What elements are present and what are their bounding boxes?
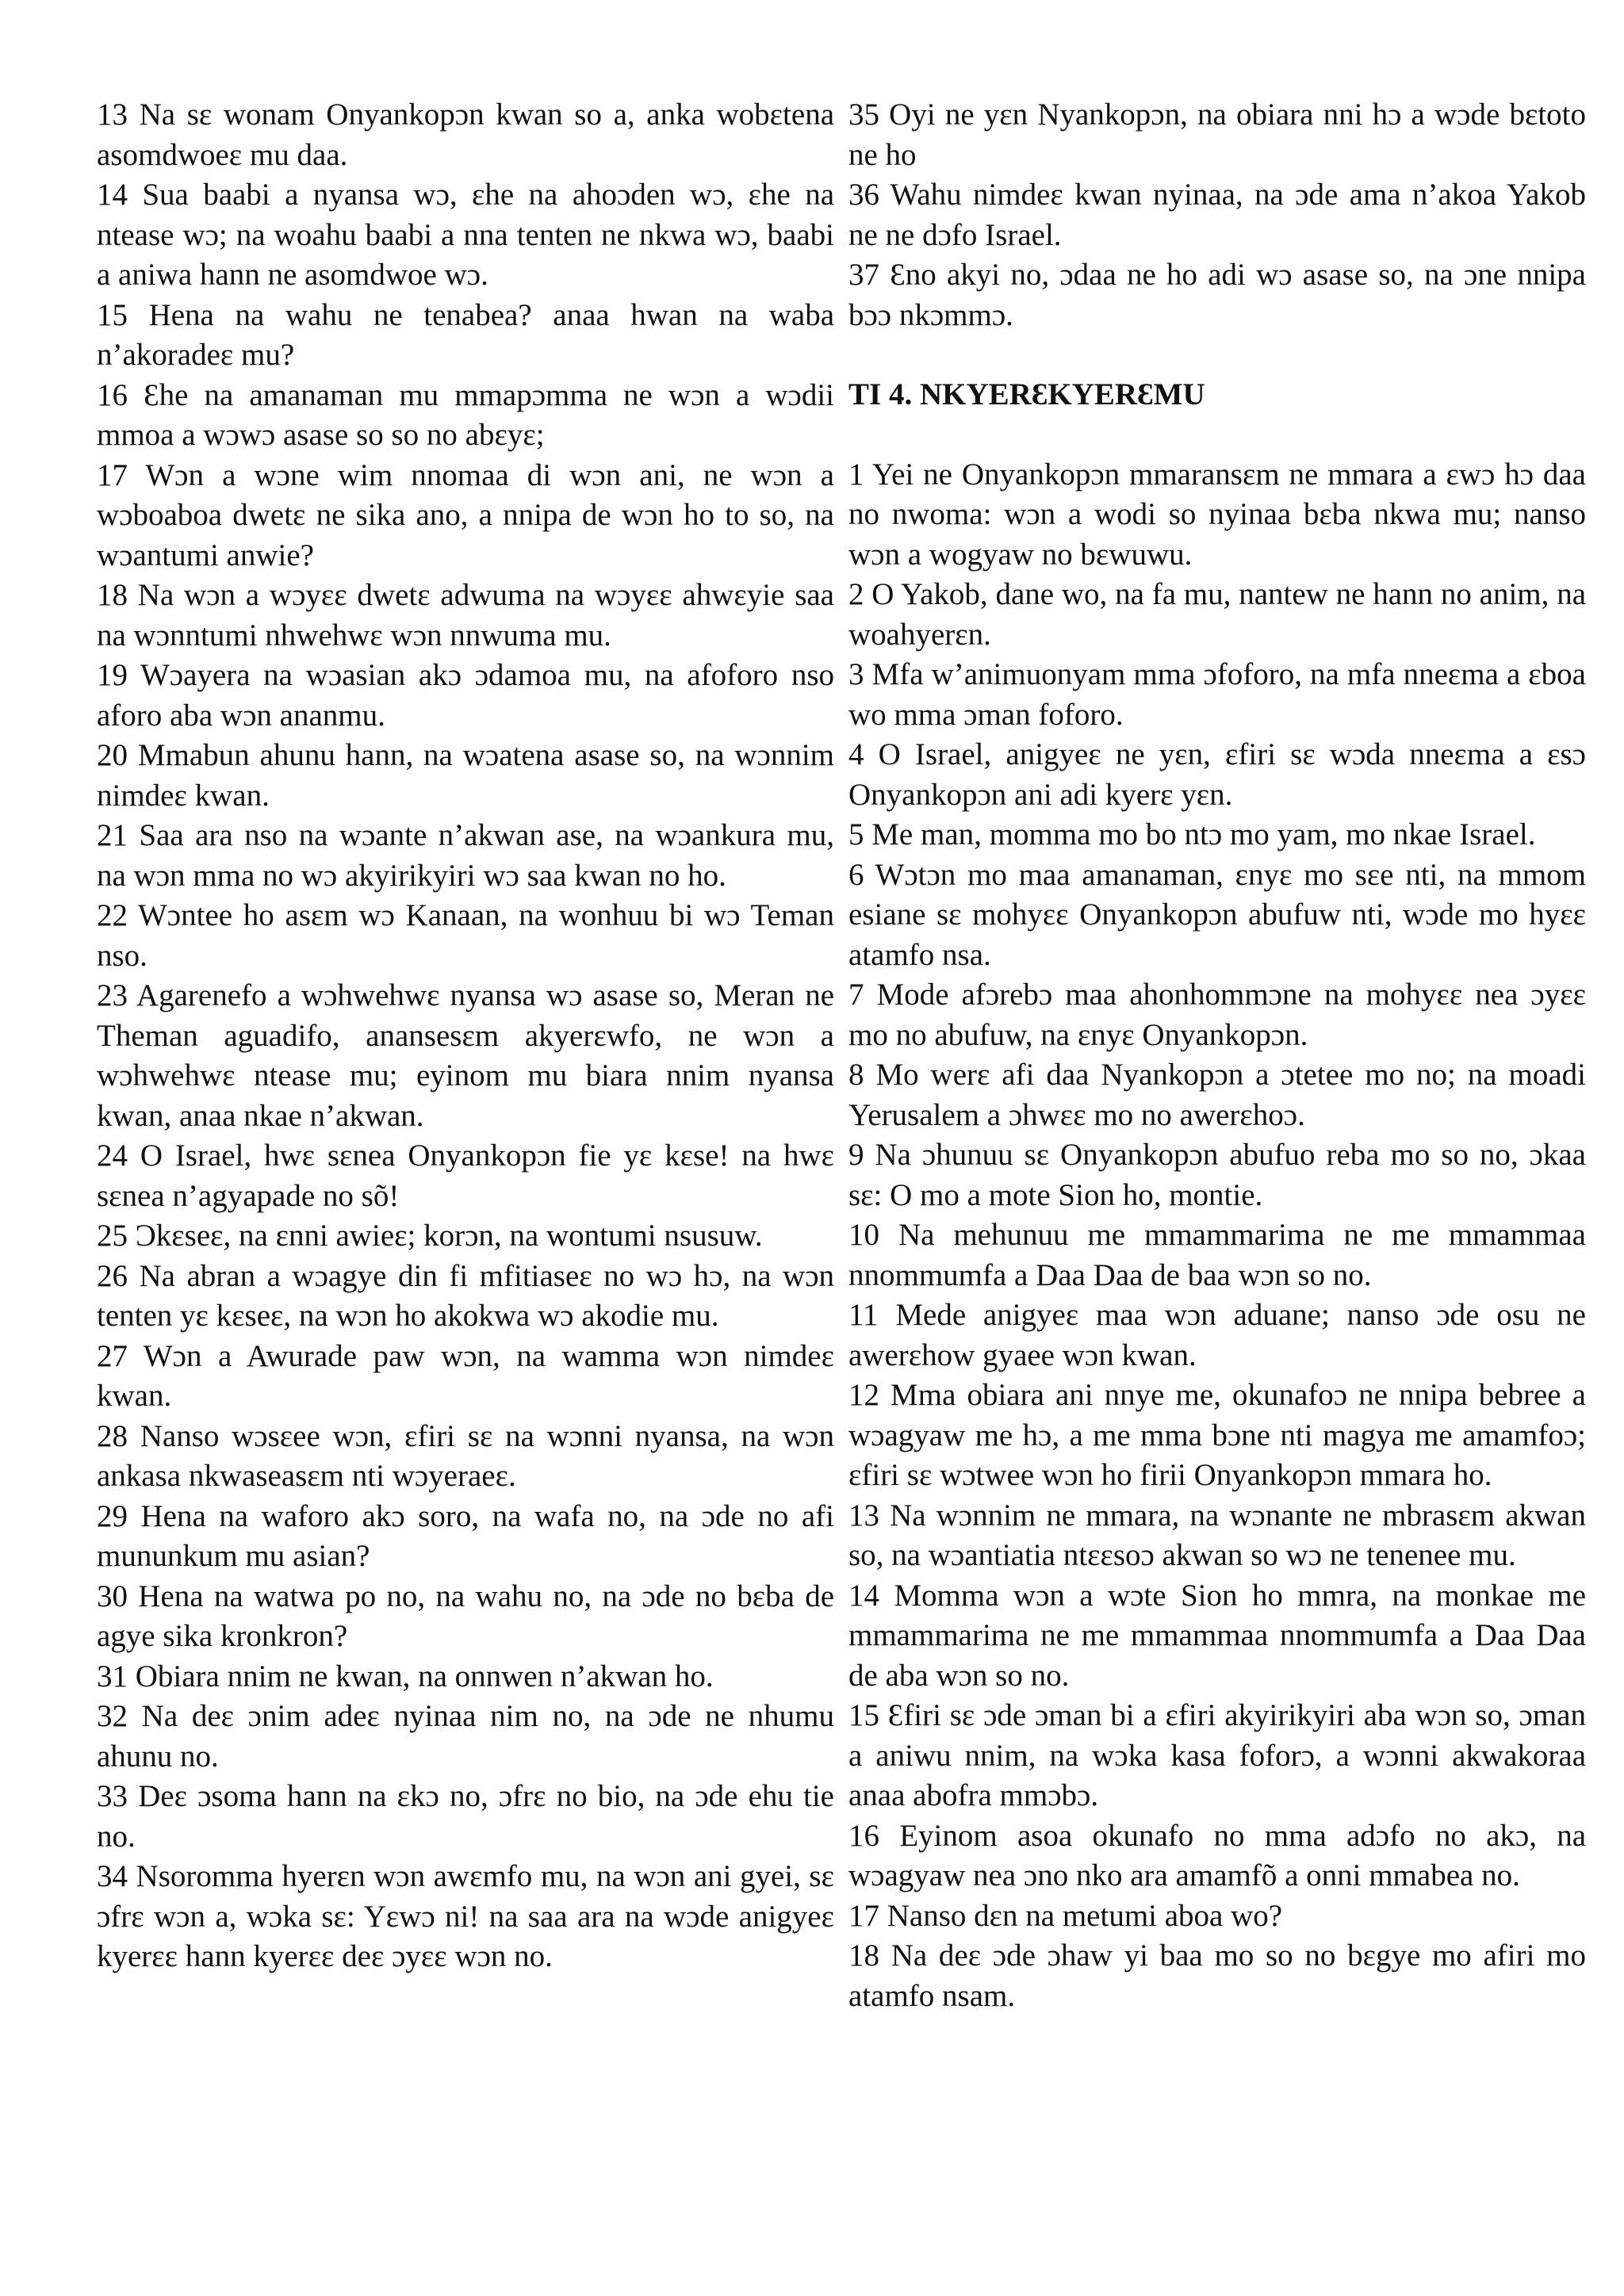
verse: 18 Na deɛ ɔde ɔhaw yi baa mo so no bɛgye mo afiri mo atamfo nsam.	[848, 1938, 1586, 2013]
verse: 18 Na wɔn a wɔyɛɛ dwetɛ adwuma na wɔyɛɛ ahwɛyie saa na wɔnntumi nhwehwɛ wɔn nnwuma mu.	[97, 578, 834, 652]
verse: 27 Wɔn a Awurade paw wɔn, na wamma wɔn nimdeɛ kwan.	[97, 1338, 834, 1413]
verse: 15 Ɛfiri sɛ ɔde ɔman bi a ɛfiri akyirikyiri aba wɔn so, ɔman a aniwu nnim, na wɔka kasa foforɔ, a wɔnni akwakoraa anaa abofra mmɔbɔ.	[848, 1698, 1586, 1812]
verse: 35 Oyi ne yɛn Nyankopɔn, na obiara nni hɔ a wɔde bɛtoto ne ho	[848, 98, 1586, 172]
verse: 10 Na mehunuu me mmammarima ne me mmammaa nnommumfa a Daa Daa de baa wɔn so no.	[848, 1218, 1586, 1292]
verse: 6 Wɔtɔn mo maa amanaman, ɛnyɛ mo sɛe nti, na mmom esiane sɛ mohyɛɛ Onyankopɔn abufuw nti, wɔde mo hyɛɛ atamfo nsa.	[848, 857, 1586, 972]
left-column	[97, 95, 834, 1977]
verse: 16 Eyinom asoa okunafo no mma adɔfo no akɔ, na wɔagyaw nea ɔno nko ara amamfõ a onni mmabea no.	[848, 1818, 1586, 1892]
verse: 28 Nanso wɔsɛee wɔn, ɛfiri sɛ na wɔnni nyansa, na wɔn ankasa nkwaseasɛm nti wɔyeraeɛ.	[97, 1418, 834, 1493]
verse: 15 Hena na wahu ne tenabea? anaa hwan na waba n’akoradeɛ mu?	[97, 297, 834, 372]
verse: 2 O Yakob, dane wo, na fa mu, nantew ne hann no anim, na woahyerɛn.	[848, 577, 1586, 652]
verse: 12 Mma obiara ani nnye me, okunafoɔ ne nnipa bebree a wɔagyaw me hɔ, a me mma bɔne nti magya me amamfoɔ; ɛfiri sɛ wɔtwee wɔn ho firii Onyankopɔn mmara ho.	[848, 1378, 1586, 1492]
verse: 8 Mo werɛ afi daa Nyankopɔn a ɔtetee mo no; na moadi Yerusalem a ɔhwɛɛ mo no awerɛhoɔ.	[848, 1058, 1586, 1132]
verse: 36 Wahu nimdeɛ kwan nyinaa, na ɔde ama n’akoa Yakob ne ne dɔfo Israel.	[848, 178, 1586, 252]
verse: 32 Na deɛ ɔnim adeɛ nyinaa nim no, na ɔde ne nhumu ahunu no.	[97, 1699, 834, 1774]
verse: 29 Hena na waforo akɔ soro, na wafa no, na ɔde no afi mununkum mu asian?	[97, 1498, 834, 1573]
verse: 5 Me man, momma mo bo ntɔ mo yam, mo nkae Israel.	[848, 817, 1536, 851]
verse: 20 Mmabun ahunu hann, na wɔatena asase so, na wɔnnim nimdeɛ kwan.	[97, 738, 834, 813]
verse: 17 Wɔn a wɔne wim nnomaa di wɔn ani, ne wɔn a wɔboaboa dwetɛ ne sika ano, a nnipa de wɔn ho to so, na wɔantumi anwie?	[97, 457, 834, 572]
verse: 7 Mode afɔrebɔ maa ahonhommɔne na mohyɛɛ nea ɔyɛɛ mo no abufuw, na ɛnyɛ Onyankopɔn.	[848, 978, 1586, 1052]
verse: 30 Hena na watwa po no, na wahu no, na ɔde no bɛba de agye sika kronkron?	[97, 1578, 834, 1653]
verse: 13 Na wɔnnim ne mmara, na wɔnante ne mbrasɛm akwan so, na wɔantiatia ntɛɛsoɔ akwan so wɔ ne tenenee mu.	[848, 1498, 1586, 1572]
verse: 31 Obiara nnim ne kwan, na onnwen n’akwan ho.	[97, 1659, 714, 1693]
verse: 9 Na ɔhunuu sɛ Onyankopɔn abufuo reba mo so no, ɔkaa sɛ: O mo a mote Sion ho, montie.	[848, 1138, 1586, 1212]
verse: 26 Na abran a wɔagye din fi mfitiaseɛ no wɔ hɔ, na wɔn tenten yɛ kɛseɛ, na wɔn ho akokwa wɔ akodie mu.	[97, 1258, 834, 1333]
verse: 13 Na sɛ wonam Onyankopɔn kwan so a, anka wobɛtena asomdwoeɛ mu daa.	[97, 98, 834, 172]
verse: 23 Agarenefo a wɔhwehwɛ nyansa wɔ asase so, Meran ne Theman aguadifo, anansesɛm akyerɛwfo, ne wɔn a wɔhwehwɛ ntease mu; eyinom mu biara nnim nyansa kwan, anaa nkae n’akwan.	[97, 978, 834, 1133]
verse: 11 Mede anigyeɛ maa wɔn aduane; nanso ɔde osu ne awerɛhow gyaee wɔn kwan.	[848, 1298, 1586, 1372]
verse: 19 Wɔayera na wɔasian akɔ ɔdamoa mu, na afoforo nso aforo aba wɔn ananmu.	[97, 658, 834, 733]
verse: 3 Mfa w’animuonyam mma ɔfoforo, na mfa nneɛma a ɛboa wo mma ɔman foforo.	[848, 657, 1586, 732]
verse: 4 O Israel, anigyeɛ ne yɛn, ɛfiri sɛ wɔda nneɛma a ɛsɔ Onyankopɔn ani adi kyerɛ yɛn.	[848, 737, 1586, 812]
verse: 16 Ɛhe na amanaman mu mmapɔmma ne wɔn a wɔdii mmoa a wɔwɔ asase so so no abɛyɛ;	[97, 377, 834, 452]
verse: 1 Yei ne Onyankopɔn mmaransɛm ne mmara a ɛwɔ hɔ daa no nwoma: wɔn a wodi so nyinaa bɛba nkwa mu; nanso wɔn a wogyaw no bɛwuwu.	[848, 457, 1586, 572]
verse: 34 Nsoromma hyerɛn wɔn awɛmfo mu, na wɔn ani gyei, sɛ ɔfrɛ wɔn a, wɔka sɛ: Yɛwɔ ni! na saa ara na wɔde anigyeɛ kyerɛɛ hann kyerɛɛ deɛ ɔyɛɛ wɔn no.	[97, 1859, 834, 1973]
verse: 24 O Israel, hwɛ sɛnea Onyankopɔn fie yɛ kɛse! na hwɛ sɛnea n’agyapade no sõ!	[97, 1138, 834, 1213]
verse: 14 Sua baabi a nyansa wɔ, ɛhe na ahoɔden wɔ, ɛhe na ntease wɔ; na woahu baabi a nna tenten ne nkwa wɔ, baabi a aniwa hann ne asomdwoe wɔ.	[97, 178, 834, 292]
chapter-heading: TI 4. NKYERƐKYERƐMU	[848, 377, 1205, 411]
verse: 22 Wɔntee ho asɛm wɔ Kanaan, na wonhuu bi wɔ Teman nso.	[97, 898, 834, 973]
verse: 37 Ɛno akyi no, ɔdaa ne ho adi wɔ asase so, na ɔne nnipa bɔɔ nkɔmmɔ.	[848, 258, 1586, 332]
verse: 33 Deɛ ɔsoma hann na ɛkɔ no, ɔfrɛ no bio, na ɔde ehu tie no.	[97, 1779, 834, 1854]
verse: 21 Saa ara nso na wɔante n’akwan ase, na wɔankura mu, na wɔn mma no wɔ akyirikyiri wɔ saa kwan no ho.	[97, 818, 834, 893]
right-column	[848, 95, 1586, 2016]
verse: 25 Ɔkɛseɛ, na ɛnni awieɛ; korɔn, na wontumi nsusuw.	[97, 1219, 763, 1253]
verse: 14 Momma wɔn a wɔte Sion ho mmra, na monkae me mmammarima ne me mmammaa nnommumfa a Daa Daa de aba wɔn so no.	[848, 1578, 1586, 1693]
verse: 17 Nanso dɛn na metumi aboa wo?	[848, 1898, 1283, 1933]
